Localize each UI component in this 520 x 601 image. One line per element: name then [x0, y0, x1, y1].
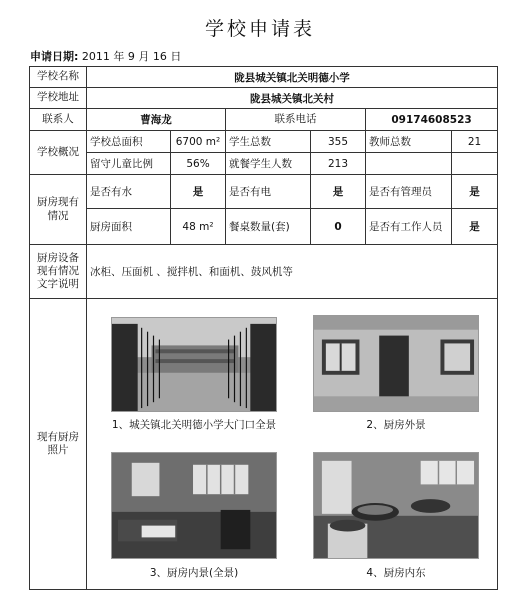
- date-value: 2011 年 9 月 16 日: [81, 50, 182, 63]
- equipment-description: 冰柜、压面机 、搅拌机、和面机、鼓风机等: [87, 245, 498, 299]
- photos-cell: [87, 299, 498, 590]
- photo-grid: [87, 299, 497, 589]
- photo-caption-4: 4、厨房内东: [366, 567, 426, 579]
- school-address-value: 陇县城关镇北关村: [87, 88, 498, 109]
- photo-caption-1: 1、城关镇北关明德小学大门口全景: [111, 419, 277, 431]
- total-teachers-value: 21: [452, 131, 498, 153]
- overview-label: 学校概况: [30, 131, 87, 175]
- phone-value: 09174608523: [366, 109, 498, 131]
- total-area-value: 6700 m²: [171, 131, 226, 153]
- has-power-value: 是: [311, 175, 366, 209]
- school-address-label: 学校地址: [30, 88, 87, 109]
- table-count-label: 餐桌数量(套): [226, 209, 311, 245]
- kitchen-area-value: 48 m²: [171, 209, 226, 245]
- school-name-value: 陇县城关镇北关明德小学: [87, 67, 498, 88]
- school-gate-photo: [111, 317, 277, 412]
- has-water-value: 是: [171, 175, 226, 209]
- contact-label: 联系人: [30, 109, 87, 131]
- contact-value: 曹海龙: [87, 109, 226, 131]
- kitchen-photos-label: 现有厨房照片: [30, 299, 87, 590]
- table-count-value: 0: [311, 209, 366, 245]
- kitchen-status-label: 厨房现有情况: [30, 175, 87, 245]
- has-manager-value: 是: [452, 175, 498, 209]
- left-behind-ratio-value: 56%: [171, 153, 226, 175]
- photo-caption-3: 3、厨房内景(全景): [149, 567, 239, 579]
- phone-label: 联系电话: [226, 109, 366, 131]
- page-title: 学校申请表: [204, 18, 315, 40]
- dining-students-value: 213: [311, 153, 366, 175]
- has-manager-label: 是否有管理员: [366, 175, 452, 209]
- has-water-label: 是否有水: [87, 175, 171, 209]
- photo-caption-2: 2、厨房外景: [366, 419, 426, 431]
- equipment-label: 厨房设备现有情况文字说明: [30, 245, 87, 299]
- date-label: 申请日期:: [30, 50, 79, 63]
- dining-students-label: 就餐学生人数: [226, 153, 311, 175]
- kitchen-exterior-photo: [313, 315, 479, 412]
- application-form: [29, 66, 498, 590]
- kitchen-interior-east-photo: [313, 452, 479, 559]
- total-area-label: 学校总面积: [87, 131, 171, 153]
- left-behind-ratio-label: 留守儿童比例: [87, 153, 171, 175]
- has-staff-label: 是否有工作人员: [366, 209, 452, 245]
- has-power-label: 是否有电: [226, 175, 311, 209]
- kitchen-interior-photo: [111, 452, 277, 559]
- has-staff-value: 是: [452, 209, 498, 245]
- school-name-label: 学校名称: [30, 67, 87, 88]
- total-teachers-label: 教师总数: [366, 131, 452, 153]
- kitchen-area-label: 厨房面积: [87, 209, 171, 245]
- total-students-label: 学生总数: [226, 131, 311, 153]
- total-students-value: 355: [311, 131, 366, 153]
- application-date: [30, 48, 181, 64]
